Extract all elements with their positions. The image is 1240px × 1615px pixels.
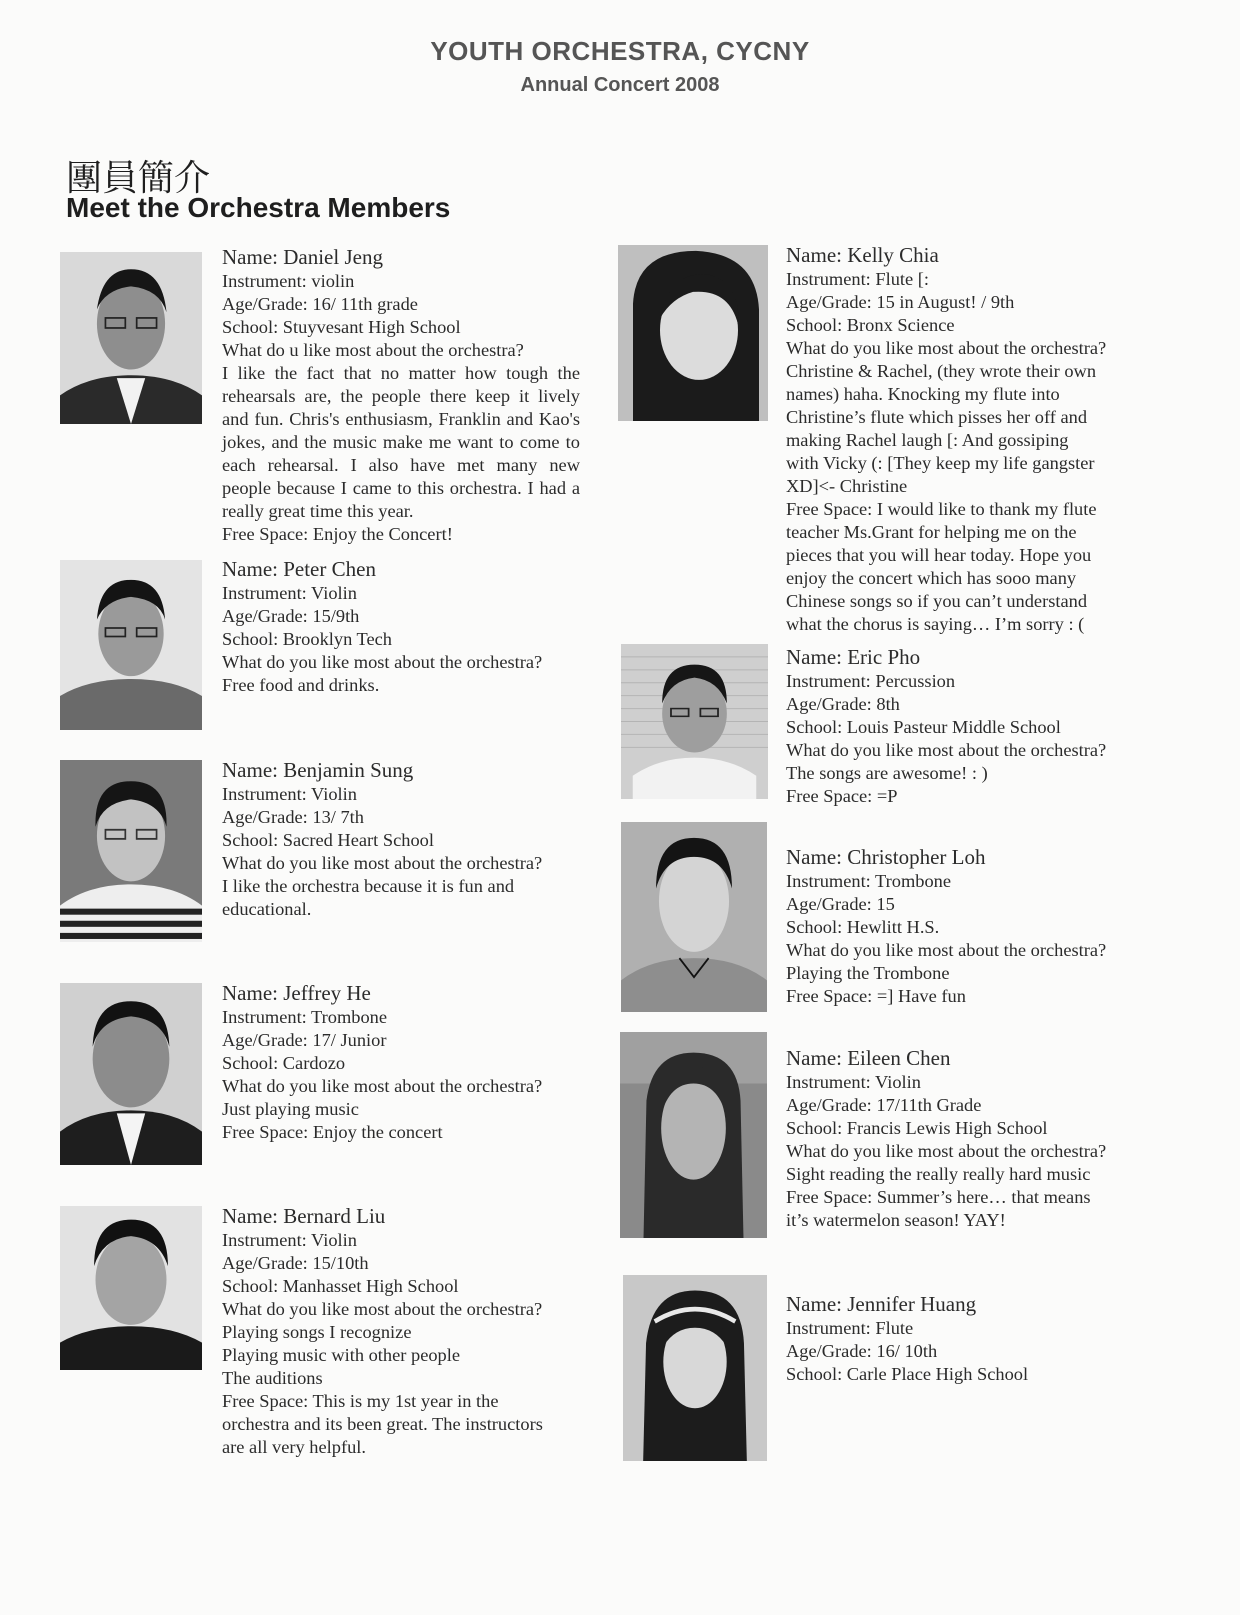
- newsletter-subtitle: Annual Concert 2008: [520, 74, 720, 96]
- member-instrument: Instrument: Percussion: [786, 671, 956, 691]
- member-answer-line: educational.: [222, 899, 312, 919]
- portrait-icon: [60, 252, 202, 424]
- member-age-grade: Age/Grade: 16/ 10th: [786, 1341, 938, 1361]
- portrait-icon: [60, 560, 202, 730]
- member-free-space-line: Free Space: This is my 1st year in the: [222, 1391, 499, 1411]
- member-free-space: Free Space: Enjoy the concert: [222, 1122, 443, 1142]
- member-age-grade: Age/Grade: 15/10th: [222, 1253, 369, 1273]
- member-answer-line: making Rachel laugh [: And gossiping: [786, 430, 1069, 450]
- member-name: Name: Peter Chen: [222, 557, 376, 581]
- member-school: School: Hewlitt H.S.: [786, 917, 940, 937]
- member-age-grade: Age/Grade: 8th: [786, 694, 900, 714]
- portrait-icon: [618, 245, 768, 421]
- member-free-space-line: it’s watermelon season! YAY!: [786, 1210, 1006, 1230]
- member-instrument: Instrument: Violin: [222, 1230, 357, 1250]
- member-answer: I like the fact that no matter how tough the rehearsals are, the people there keep it lively and fun. Chris's enthusiasm, Franklin and Kao's jokes, and the music make me want to come to each rehearsal. I also have met many new people because I came to this orchestra. I had a really great time this year.: [222, 363, 580, 521]
- member-school: School: Louis Pasteur Middle School: [786, 717, 1061, 737]
- member-answer-line: Playing music with other people: [222, 1345, 461, 1365]
- member-photo-peter-chen: [60, 560, 202, 730]
- member-instrument: Instrument: Violin: [222, 583, 357, 603]
- portrait-icon: [60, 760, 202, 942]
- member-school: School: Manhasset High School: [222, 1276, 459, 1296]
- member-school: School: Stuyvesant High School: [222, 317, 461, 337]
- member-instrument: Instrument: violin: [222, 271, 355, 291]
- member-name: Name: Kelly Chia: [786, 243, 939, 267]
- member-instrument: Instrument: Trombone: [222, 1007, 388, 1027]
- member-name: Name: Jennifer Huang: [786, 1292, 977, 1316]
- member-name: Name: Christopher Loh: [786, 845, 986, 869]
- member-answer: Sight reading the really really hard music: [786, 1164, 1091, 1184]
- member-age-grade: Age/Grade: 16/ 11th grade: [222, 294, 418, 314]
- member-free-space: Free Space: =P: [786, 786, 898, 806]
- member-name: Name: Eileen Chen: [786, 1046, 951, 1070]
- member-free-space-line: pieces that you will hear today. Hope you: [786, 545, 1092, 565]
- member-bio-kelly-chia: [786, 243, 1146, 636]
- member-question: What do you like most about the orchestra?: [222, 652, 543, 672]
- member-free-space-line: enjoy the concert which has sooo many: [786, 568, 1077, 588]
- member-school: School: Sacred Heart School: [222, 830, 434, 850]
- member-question: What do you like most about the orchestra?: [786, 1141, 1107, 1161]
- member-question: What do you like most about the orchestra?: [786, 740, 1107, 760]
- member-free-space-line: what the chorus is saying… I’m sorry : (: [786, 614, 1085, 634]
- portrait-icon: [620, 1032, 767, 1238]
- member-photo-jennifer-huang: [623, 1275, 767, 1461]
- member-bio-daniel-jeng: [222, 245, 580, 546]
- member-bio-jennifer-huang: [786, 1292, 1146, 1386]
- member-answer: Free food and drinks.: [222, 675, 380, 695]
- member-question: What do you like most about the orchestra?: [786, 940, 1107, 960]
- member-question: What do you like most about the orchestra?: [222, 853, 543, 873]
- member-photo-eileen-chen: [620, 1032, 767, 1238]
- member-school: School: Bronx Science: [786, 315, 955, 335]
- member-answer-line: with Vicky (: [They keep my life gangster: [786, 453, 1095, 473]
- member-bio-peter-chen: [222, 557, 582, 697]
- member-free-space-line: teacher Ms.Grant for helping me on the: [786, 522, 1077, 542]
- member-instrument: Instrument: Flute [:: [786, 269, 930, 289]
- member-question: What do you like most about the orchestra?: [222, 1076, 543, 1096]
- member-answer: The songs are awesome! : ): [786, 763, 988, 783]
- portrait-icon: [60, 983, 202, 1165]
- member-answer: Playing the Trombone: [786, 963, 950, 983]
- member-bio-benjamin-sung: [222, 758, 582, 921]
- newsletter-title: YOUTH ORCHESTRA, CYCNY: [430, 36, 810, 66]
- section-title: Meet the Orchestra Members: [66, 192, 451, 223]
- member-name: Name: Bernard Liu: [222, 1204, 386, 1228]
- member-bio-christopher-loh: [786, 845, 1146, 1008]
- member-photo-christopher-loh: [621, 822, 767, 1012]
- member-answer-line: Christine’s flute which pisses her off and: [786, 407, 1088, 427]
- member-school: School: Brooklyn Tech: [222, 629, 393, 649]
- portrait-icon: [60, 1206, 202, 1370]
- member-photo-daniel-jeng: [60, 252, 202, 424]
- member-name: Name: Eric Pho: [786, 645, 921, 669]
- member-age-grade: Age/Grade: 17/11th Grade: [786, 1095, 982, 1115]
- member-answer: Just playing music: [222, 1099, 359, 1119]
- member-name: Name: Daniel Jeng: [222, 245, 383, 269]
- portrait-icon: [621, 644, 768, 799]
- member-free-space-line: are all very helpful.: [222, 1437, 366, 1457]
- member-age-grade: Age/Grade: 13/ 7th: [222, 807, 364, 827]
- member-age-grade: Age/Grade: 15 in August! / 9th: [786, 292, 1015, 312]
- member-name: Name: Jeffrey He: [222, 981, 371, 1005]
- member-free-space-line: Free Space: Summer’s here… that means: [786, 1187, 1091, 1207]
- member-answer-line: Playing songs I recognize: [222, 1322, 412, 1342]
- member-answer-line: Christine & Rachel, (they wrote their own: [786, 361, 1097, 381]
- section-title-chinese: 團員簡介: [66, 158, 211, 199]
- member-question: What do you like most about the orchestra?: [786, 338, 1107, 358]
- member-school: School: Cardozo: [222, 1053, 346, 1073]
- member-bio-jeffrey-he: [222, 981, 582, 1144]
- member-answer-line: names) haha. Knocking my flute into: [786, 384, 1060, 404]
- member-bio-bernard-liu: [222, 1204, 582, 1459]
- member-question: What do u like most about the orchestra?: [222, 340, 524, 360]
- member-age-grade: Age/Grade: 15/9th: [222, 606, 360, 626]
- member-photo-eric-pho: [621, 644, 768, 799]
- member-free-space-line: orchestra and its been great. The instructors: [222, 1414, 543, 1434]
- member-age-grade: Age/Grade: 17/ Junior: [222, 1030, 387, 1050]
- member-photo-kelly-chia: [618, 245, 768, 421]
- member-instrument: Instrument: Trombone: [786, 871, 952, 891]
- member-photo-bernard-liu: [60, 1206, 202, 1370]
- member-photo-jeffrey-he: [60, 983, 202, 1165]
- member-answer-line: The auditions: [222, 1368, 323, 1388]
- member-instrument: Instrument: Violin: [786, 1072, 921, 1092]
- member-name: Name: Benjamin Sung: [222, 758, 414, 782]
- member-question: What do you like most about the orchestra?: [222, 1299, 543, 1319]
- member-answer-line: XD]<- Christine: [786, 476, 908, 496]
- portrait-icon: [621, 822, 767, 1012]
- member-school: School: Francis Lewis High School: [786, 1118, 1048, 1138]
- member-answer-line: I like the orchestra because it is fun and: [222, 876, 515, 896]
- member-instrument: Instrument: Violin: [222, 784, 357, 804]
- portrait-icon: [623, 1275, 767, 1461]
- member-bio-eileen-chen: [786, 1046, 1146, 1232]
- member-free-space: Free Space: =] Have fun: [786, 986, 966, 1006]
- member-free-space-line: Free Space: I would like to thank my flute: [786, 499, 1097, 519]
- member-instrument: Instrument: Flute: [786, 1318, 914, 1338]
- member-age-grade: Age/Grade: 15: [786, 894, 895, 914]
- member-free-space: Free Space: Enjoy the Concert!: [222, 524, 453, 544]
- member-bio-eric-pho: [786, 645, 1146, 808]
- member-school: School: Carle Place High School: [786, 1364, 1029, 1384]
- member-photo-benjamin-sung: [60, 760, 202, 942]
- member-free-space-line: Chinese songs so if you can’t understand: [786, 591, 1088, 611]
